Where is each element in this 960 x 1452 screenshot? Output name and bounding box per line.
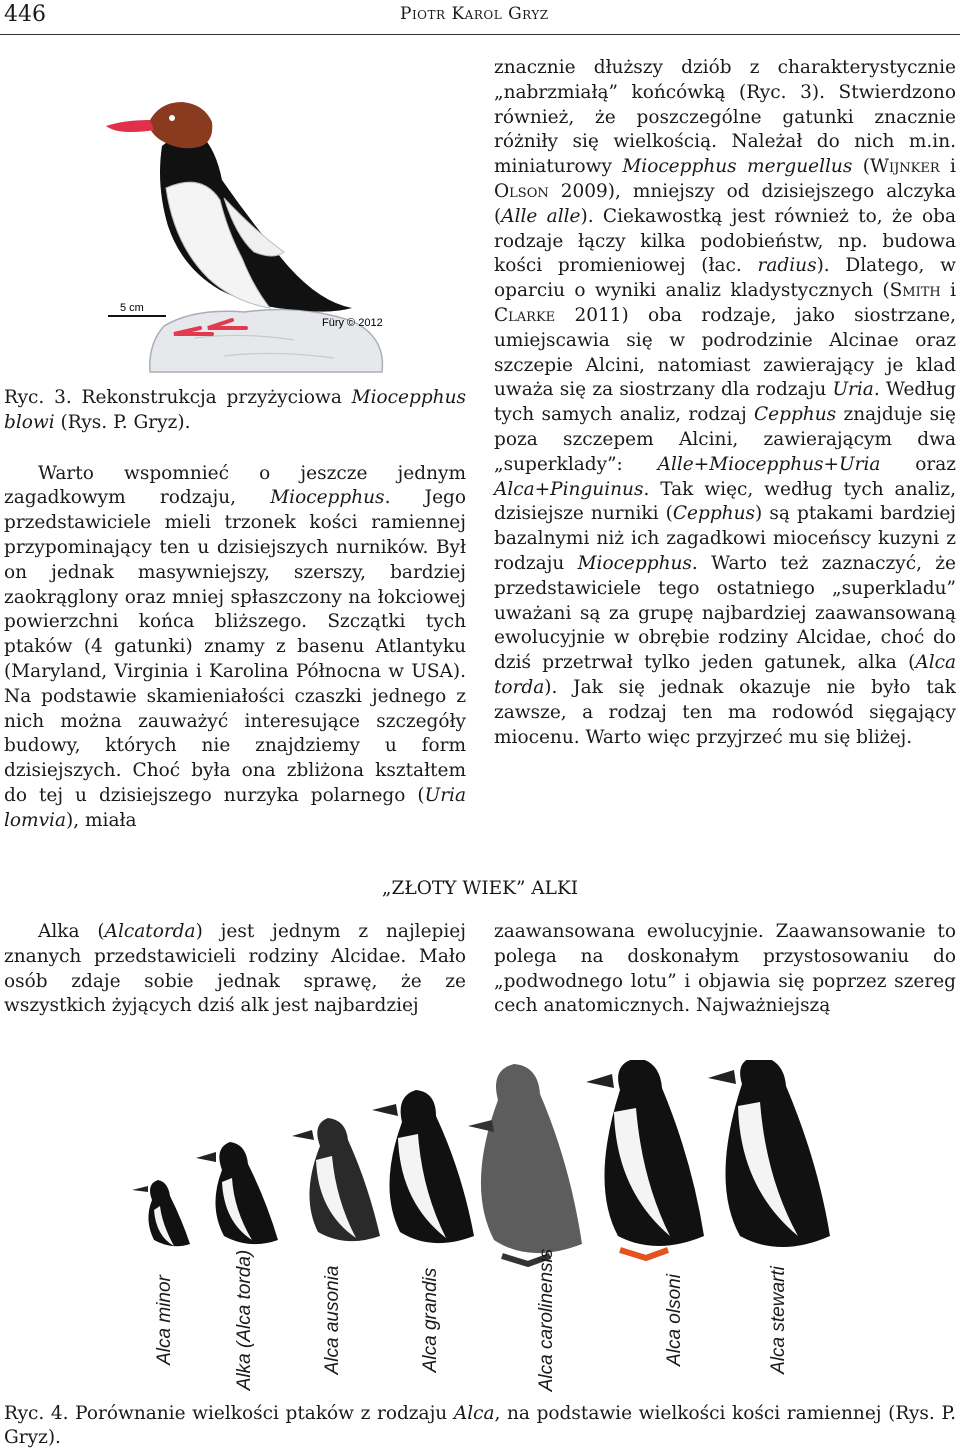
bird-eye [169, 115, 175, 121]
bird-alca-carolinensis [468, 1064, 582, 1264]
bird-beak [106, 120, 154, 132]
species-label-alca-carolinensis: Alca carolinensis [536, 1248, 557, 1392]
scale-label: 5 cm [120, 302, 144, 314]
running-title: Piotr Karol Gryz [400, 4, 549, 24]
species-label-alca-grandis: Alca grandis [420, 1267, 441, 1373]
species-label-alca-stewarti: Alca stewarti [768, 1266, 789, 1374]
species-label-alca-torda: Alka (Alca torda) [234, 1249, 255, 1391]
paragraph-miocepphus: Warto wspomnieć o jeszcze jednym zagadkowym rodzaju, Miocepphus. Jego przedstawiciele mieli trzonek kości ramiennej przypominający ten u dzisiejszych nurników. Był on jednak masywniejszy, szerszy, bardziej zaokrąglony oraz mniej spłaszczony na łokciowej powierzchni końca bliższego. Szczątki tych ptaków (4 gatunki) znamy z basenu Atlantyku (Maryland, Virginia i Karolina Północna w USA). Na podstawie skamieniałości czaszki jednego z nich można zauważyć interesujące szczegóły budowy, których nie znajdziemy u form dzisiejszych. Choć była ona zbliżona kształtem do tej u dzisiejszego nurzyka polarnego (Uria lomvia), miała [4, 462, 467, 831]
page-number: 446 [4, 2, 46, 27]
figure-3-caption: Ryc. 3. Rekonstrukcja przyżyciowa Miocepphus blowi (Rys. P. Gryz). [4, 387, 466, 433]
left-column-bottom [4, 920, 466, 1019]
bird-alca-olsoni [586, 1060, 704, 1258]
bird-alca-torda [196, 1142, 278, 1244]
bird-alca-ausonia [292, 1118, 380, 1241]
bird-alca-grandis [372, 1090, 474, 1243]
species-label-alca-olsoni: Alca olsoni [664, 1274, 685, 1366]
artist-signature: Füry © 2012 [322, 317, 383, 329]
figure-3-illustration [104, 76, 394, 376]
header-rule [0, 34, 960, 35]
left-column-top [4, 386, 466, 834]
paragraph-continuation: znacznie dłuższy dziób z charakterystycznie „nabrzmiałą” końcówką (Ryc. 3). Stwierdzono również, że poszczególne gatunki znacznie różniły się wielkością. Należał do nich m.in. miniaturowy Miocepphus merguellus (Wijnker i Olson 2009), mniejszy od dzisiejszego alczyka (Alle alle). Ciekawostką jest również to, że oba rodzaje łączy kilka podobieństw, np. budowa kości promieniowej (łac. radius). Dlatego, w oparciu o wyniki analiz kladystycznych (Smith i Clarke 2011) oba rodzaje, jako siostrzane, umiejscawia się w podrodzinie Alcinae oraz szczepie Alcini, natomiast zawierający je klad uważa się za siostrzany dla rodzaju Uria. Według tych samych analiz, rodzaj Cepphus znajduje się poza szczepem Alcini, zawierającym dwa „superklady”: Alle+Miocepphus+Uria oraz Alca+Pinguinus. Tak więc, według tych analiz, dzisiejsze nurniki (Cepphus) są ptakami bardziej bazalnymi niż ich zagadkowi mioceńscy kuzyni z rodzaju Miocepphus. Warto też zaznaczyć, że przedstawiciele tego ostatniego „superkladu” uważani są za grupę najbardziej zaawansowaną ewolucyjnie w obrębie rodziny Alcidae, choć do dziś przetrwał tylko jeden gatunek, alka (Alca torda). Jak się jednak okazuje nie było tak zawsze, a rodzaj ten ma rodowód sięgający miocenu. Warto więc przyjrzeć mu się bliżej. [494, 57, 957, 748]
bird-alca-minor [132, 1180, 190, 1246]
bird-head [148, 102, 212, 148]
paragraph-alka: Alka (Alcatorda) jest jednym z najlepiej znanych przedstawicieli rodziny Alcidae. Mało osób zdaje sobie jednak sprawę, że ze wszystkich żyjących dziś alk jest najbardziej [4, 921, 466, 1017]
species-label-alca-ausonia: Alca ausonia [322, 1265, 343, 1375]
right-column-top [494, 56, 956, 750]
species-label-alca-minor: Alca minor [154, 1275, 175, 1365]
section-heading: „ZŁOTY WIEK” ALKI [381, 878, 579, 899]
right-column-bottom [494, 920, 956, 1019]
paragraph-alka-continuation: zaawansowana ewolucyjnie. Zaawansowanie to polega na doskonałym przystosowaniu do „podwodnego lotu” i objawia się poprzez szereg cech anatomicznych. Najważniejszą [494, 921, 956, 1017]
figure-4-caption: Ryc. 4. Porównanie wielkości ptaków z rodzaju Alca, na podstawie wielkości kości ramiennej (Rys. P. Gryz). [4, 1403, 956, 1448]
bird-alca-stewarti [708, 1060, 830, 1247]
